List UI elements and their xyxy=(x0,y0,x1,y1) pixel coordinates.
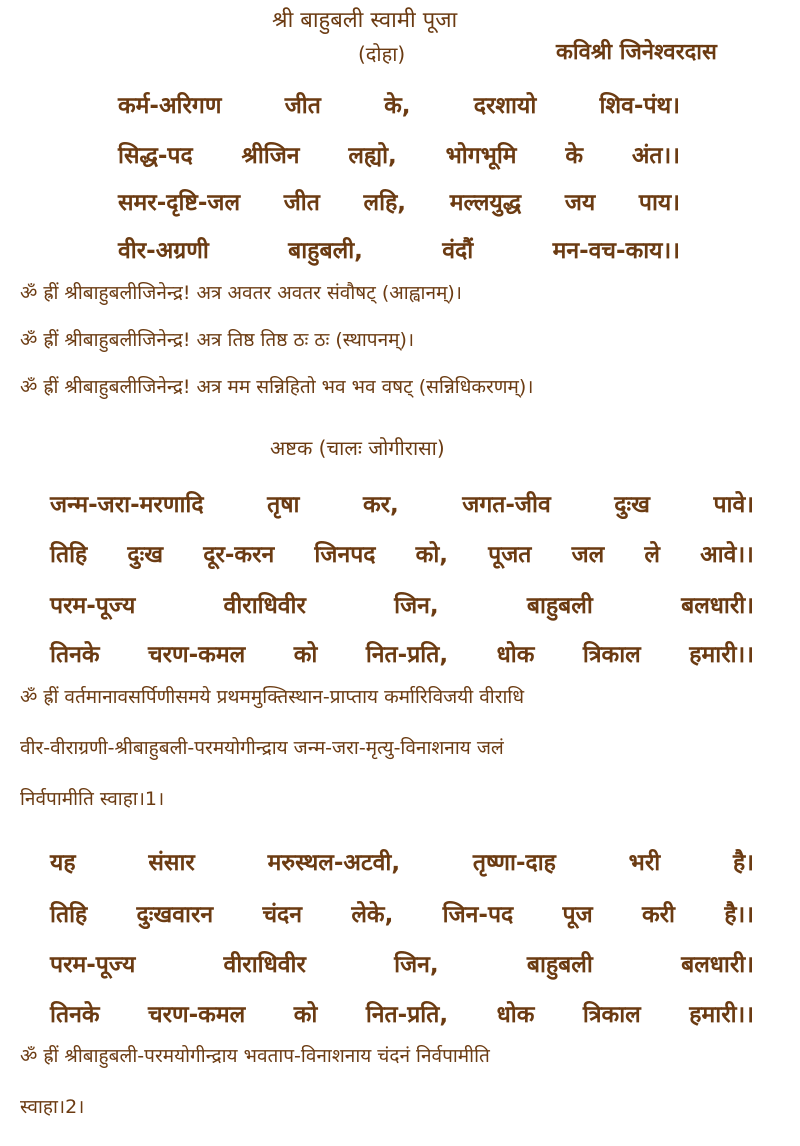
verse-word: वंदौं xyxy=(442,238,474,264)
verse-word: यह xyxy=(50,850,76,876)
verse-line xyxy=(118,233,680,265)
verse-line xyxy=(118,88,680,120)
verse-word: नित-प्रति, xyxy=(365,1002,449,1028)
verse-word: लेके, xyxy=(351,902,394,928)
verse-word: धोक xyxy=(496,642,535,668)
verse-word: पाय। xyxy=(638,190,680,216)
verse-word: है। xyxy=(733,850,754,876)
verse-word: मन-वच-काय।। xyxy=(552,238,680,264)
verse-word: दूर-करन xyxy=(203,542,275,568)
verse-word: त्रिकाल xyxy=(582,642,641,668)
verse-word: पूज xyxy=(562,902,593,928)
verse-word: भोगभूमि xyxy=(445,143,517,169)
verse-word: बाहुबली, xyxy=(288,238,363,264)
mantra-line: स्वाहा।2। xyxy=(20,1096,85,1118)
verse-word: दुःखवारन xyxy=(136,902,214,928)
verse-word: संसार xyxy=(148,850,195,876)
verse-word: तिहि xyxy=(50,902,88,928)
verse-word: श्रीजिन xyxy=(241,143,300,169)
verse-word: के, xyxy=(384,93,411,119)
mantra-line: ॐ ह्रीं श्रीबाहुबली-परमयोगीन्द्राय भवताप-विनाशनाय चंदनं निर्वपामीति xyxy=(20,1045,490,1067)
verse-line xyxy=(50,637,754,669)
verse-word: मरुस्थल-अटवी, xyxy=(267,850,401,876)
verse-word: दरशायो xyxy=(473,93,537,119)
verse-word: जिनपद xyxy=(314,542,376,568)
verse-word: चरण-कमल xyxy=(148,642,246,668)
verse-word: वीर-अग्रणी xyxy=(118,238,209,264)
verse-word: बाहुबली xyxy=(526,952,593,978)
invocation-line: ॐ ह्रीं श्रीबाहुबलीजिनेन्द्र! अत्र अवतर अवतर संवौषट् (आह्वानम्)। xyxy=(20,282,463,304)
poet-credit: कविश्री जिनेश्वरदास xyxy=(556,40,717,65)
verse-word: दुःख xyxy=(127,542,164,568)
verse-word: को, xyxy=(415,542,449,568)
verse-word: बलधारी। xyxy=(681,952,754,978)
verse-word: हमारी।। xyxy=(689,1002,754,1028)
verse-word: ले xyxy=(644,542,661,568)
verse-word: त्रिकाल xyxy=(582,1002,641,1028)
mantra-line: निर्वपामीति स्वाहा।1। xyxy=(20,788,165,810)
verse-word: जल xyxy=(571,542,605,568)
mantra-line: वीर-वीराग्रणी-श्रीबाहुबली-परमयोगीन्द्राय जन्म-जरा-मृत्यु-विनाशनाय जलं xyxy=(20,737,504,759)
verse-word: जगत-जीव xyxy=(462,492,551,518)
verse-word: शिव-पंथ। xyxy=(599,93,680,119)
verse-word: को xyxy=(293,1002,318,1028)
verse-word: जय xyxy=(564,190,596,216)
meter-label: (दोहा) xyxy=(358,42,406,66)
verse-word: वीराधिवीर xyxy=(223,952,306,978)
verse-line xyxy=(50,588,754,620)
mantra-line: ॐ ह्रीं वर्तमानावसर्पिणीसमये प्रथममुक्तिस्थान-प्राप्ताय कर्मारिविजयी वीराधि xyxy=(20,686,524,708)
verse-word: तिनके xyxy=(50,642,100,668)
verse-word: कर, xyxy=(362,492,399,518)
ashtak-heading: अष्टक (चालः जोगीरासा) xyxy=(270,436,445,460)
verse-word: परम-पूज्य xyxy=(50,952,136,978)
verse-word: के xyxy=(565,143,584,169)
verse-word: चरण-कमल xyxy=(148,1002,246,1028)
verse-word: परम-पूज्य xyxy=(50,593,136,619)
verse-line xyxy=(50,997,754,1029)
verse-word: अंत।। xyxy=(631,143,680,169)
verse-word: बलधारी। xyxy=(681,593,754,619)
verse-word: दुःख xyxy=(614,492,650,518)
verse-word: नित-प्रति, xyxy=(365,642,449,668)
verse-word: तृषा xyxy=(267,492,300,518)
verse-word: जीत xyxy=(284,93,321,119)
verse-word: लहि, xyxy=(363,190,407,216)
verse-word: करी xyxy=(641,902,676,928)
verse-word: जिन, xyxy=(394,952,439,978)
verse-word: सिद्ध-पद xyxy=(118,143,193,169)
verse-word: वीराधिवीर xyxy=(223,593,306,619)
verse-word: धोक xyxy=(496,1002,535,1028)
verse-word: तिनके xyxy=(50,1002,100,1028)
invocation-line: ॐ ह्रीं श्रीबाहुबलीजिनेन्द्र! अत्र तिष्ठ तिष्ठ ठः ठः (स्थापनम्)। xyxy=(20,329,415,351)
verse-word: लह्यो, xyxy=(348,143,397,169)
verse-word: जिन-पद xyxy=(442,902,514,928)
verse-line xyxy=(50,845,754,877)
page-title: श्री बाहुबली स्वामी पूजा xyxy=(272,8,458,33)
verse-word: जीत xyxy=(283,190,320,216)
verse-word: तिहि xyxy=(50,542,88,568)
verse-line xyxy=(50,897,754,929)
verse-line xyxy=(118,138,680,170)
verse-word: है।। xyxy=(724,902,754,928)
invocation-line: ॐ ह्रीं श्रीबाहुबलीजिनेन्द्र! अत्र मम सन्निहितो भव भव वषट् (सन्निधिकरणम्)। xyxy=(20,376,534,398)
verse-word: आवे।। xyxy=(700,542,754,568)
verse-word: समर-दृष्टि-जल xyxy=(118,190,241,216)
verse-word: पूजत xyxy=(488,542,532,568)
verse-word: को xyxy=(293,642,318,668)
verse-word: जिन, xyxy=(394,593,439,619)
verse-line xyxy=(118,185,680,217)
verse-line xyxy=(50,947,754,979)
verse-word: कर्म-अरिगण xyxy=(118,93,222,119)
verse-word: मल्लयुद्ध xyxy=(449,190,522,216)
verse-word: भरी xyxy=(628,850,661,876)
verse-word: पावे। xyxy=(713,492,754,518)
verse-line xyxy=(50,537,754,569)
verse-word: हमारी।। xyxy=(689,642,754,668)
verse-word: चंदन xyxy=(262,902,303,928)
verse-word: जन्म-जरा-मरणादि xyxy=(50,492,204,518)
verse-word: तृष्णा-दाह xyxy=(472,850,556,876)
verse-word: बाहुबली xyxy=(526,593,593,619)
verse-line xyxy=(50,487,754,519)
